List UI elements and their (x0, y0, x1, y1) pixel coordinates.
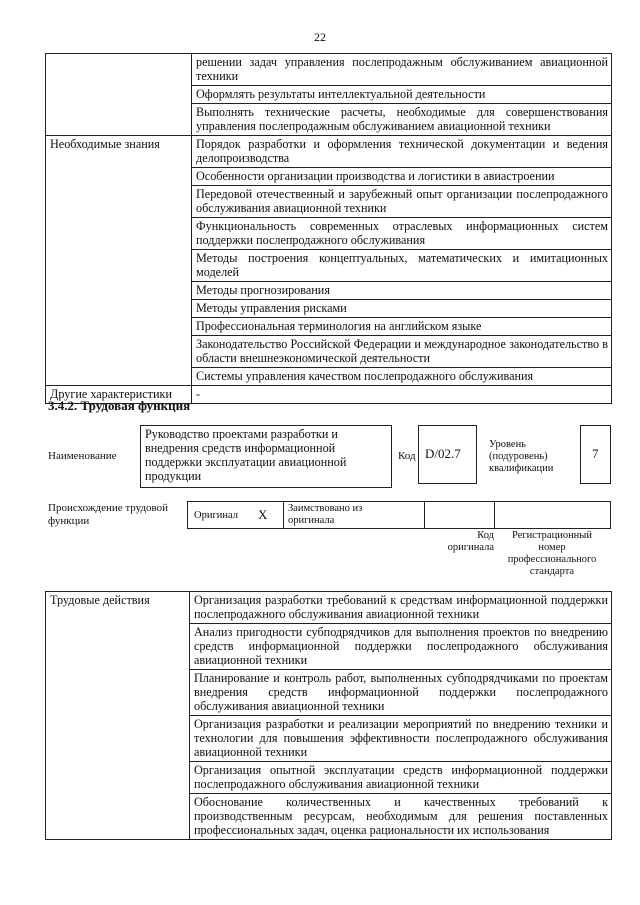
table-cell: Организация разработки требований к средствам информационной поддержки послепродажного обслуживания авиационной техники (190, 592, 612, 624)
knowledge-table (45, 53, 612, 404)
table-cell: Планирование и контроль работ, выполненных субподрядчиками по проектам внедрения средств информационной поддержки послепродажного обслуживания авиационной техники (190, 670, 612, 716)
table-cell: Особенности организации производства и логистики в авиастроении (192, 168, 612, 186)
table-row (46, 54, 612, 86)
other-value: - (192, 386, 612, 404)
divider (424, 502, 425, 528)
section-title: 3.4.2. Трудовая функция (48, 398, 191, 413)
function-name-box: Руководство проектами разработки и внедрения средств информационной поддержки эксплуатации авиационной продукции (140, 425, 392, 488)
knowledge-label: Необходимые знания (46, 136, 192, 386)
table-cell: Методы прогнозирования (192, 282, 612, 300)
table-cell: Законодательство Российской Федерации и международное законодательство в области внешнеэкономической деятельности (192, 336, 612, 368)
labor-actions-label: Трудовые действия (46, 592, 190, 840)
reg-caption: Регистрационный номер профессионального стандарта (507, 530, 597, 577)
table-row (46, 592, 612, 624)
name-label: Наименование (48, 450, 117, 462)
table-cell: Функциональность современных отраслевых информационных систем поддержки послепродажного обслуживания (192, 218, 612, 250)
level-value-box: 7 (580, 425, 611, 484)
table-cell: Передовой отечественный и зарубежный опыт организации послепродажного обслуживания авиационной техники (192, 186, 612, 218)
table-cell: Порядок разработки и оформления технической документации и ведения делопроизводства (192, 136, 612, 168)
code-value-box: D/02.7 (418, 425, 477, 484)
code-label: Код (398, 450, 416, 462)
origin-label: Происхождение трудовой функции (48, 502, 169, 527)
table-cell: решении задач управления послепродажным обслуживанием авиационной техники (192, 54, 612, 86)
original-label: Оригинал (194, 510, 238, 521)
original-mark: X (258, 507, 268, 522)
code-caption: Код оригинала (447, 530, 494, 553)
divider (283, 502, 284, 528)
table-cell: Организация разработки и реализации мероприятий по внедрению техники и технологии для повышения эффективности послепродажного обслуживания авиационной техники (190, 716, 612, 762)
labor-actions-table (45, 591, 612, 840)
table-cell: Обоснование количественных и качественных требований к производственным ресурсам, необходимым для решения поставленных профессиональных задач, оценка рациональности их использования (190, 794, 612, 840)
level-label: Уровень (подуровень) квалификации (489, 439, 554, 474)
table-cell: Оформлять результаты интеллектуальной деятельности (192, 86, 612, 104)
table-row (46, 136, 612, 168)
table-cell: Выполнять технические расчеты, необходимые для совершенствования управления послепродажным обслуживанием авиационной техники (192, 104, 612, 136)
table-cell: Анализ пригодности субподрядчиков для выполнения проектов по внедрению средств информационной поддержки послепродажного обслуживания авиационной техники (190, 624, 612, 670)
divider (494, 502, 495, 528)
origin-box (187, 501, 611, 529)
table-cell: Методы управления рисками (192, 300, 612, 318)
page-number: 22 (314, 30, 326, 44)
table-cell: Организация опытной эксплуатации средств информационной поддержки послепродажного обслуживания авиационной техники (190, 762, 612, 794)
borrowed-label: Заимствовано из оригинала (288, 503, 363, 526)
empty-label-cell (46, 54, 192, 136)
table-cell: Системы управления качеством послепродажного обслуживания (192, 368, 612, 386)
table-cell: Профессиональная терминология на английском языке (192, 318, 612, 336)
other-label: Другие характеристики (46, 386, 192, 404)
table-cell: Методы построения концептуальных, математических и имитационных моделей (192, 250, 612, 282)
